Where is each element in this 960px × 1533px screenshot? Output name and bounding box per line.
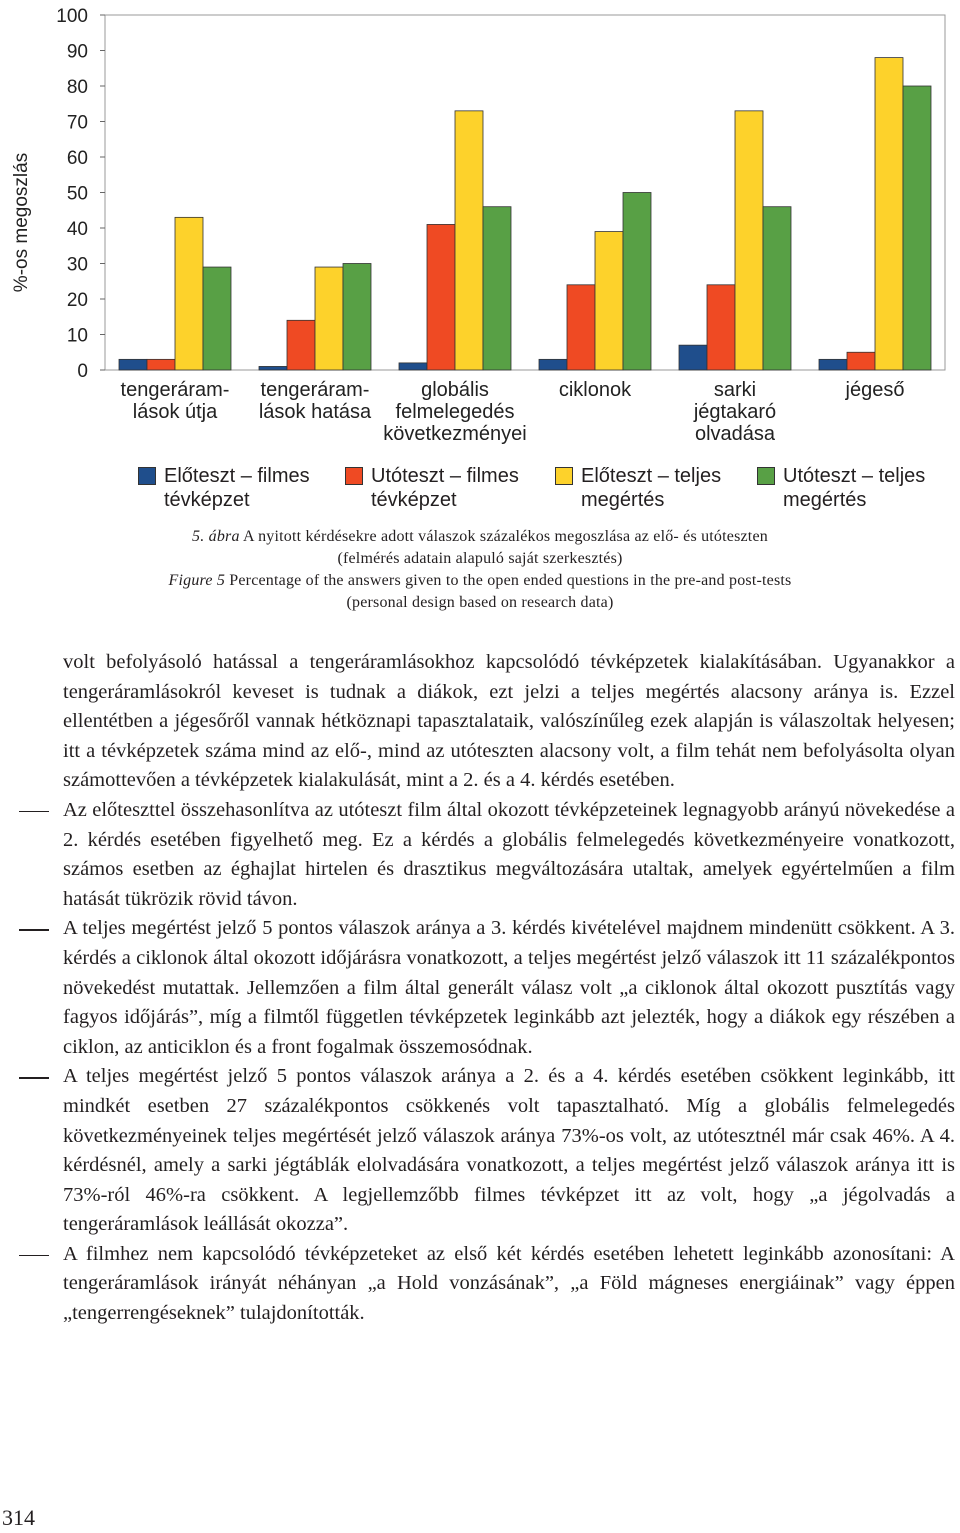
bar <box>259 366 287 370</box>
bullet-item <box>63 914 955 1062</box>
caption-hu-line1: A nyitott kérdésekre adott válaszok százalékos megoszlása az elő- és utóteszten <box>243 528 768 545</box>
body-text <box>63 648 955 1329</box>
x-tick-label: olvadása <box>694 423 776 445</box>
bar <box>147 359 175 370</box>
bullet-text: A filmhez nem kapcsolódó tévképzeteket az első két kérdés esetében lehetett leginkább azonosítani: A tengeráramlások irányát néhányan „a Hold vonzásának”, „a Föld mágneses energiáinak” vagy éppen „tengerrengéseknek” tulajdonították. <box>63 1242 955 1325</box>
y-axis-label: %-os megoszlás <box>11 152 32 293</box>
caption-en-line2: (personal design based on research data) <box>346 594 614 611</box>
x-tick-label: globális <box>421 379 489 401</box>
bar <box>343 264 371 371</box>
x-tick-label: következményei <box>383 423 527 445</box>
bar <box>735 111 763 370</box>
legend-swatch <box>345 467 363 485</box>
bar <box>623 193 651 371</box>
bullet-text: A teljes megértést jelző 5 pontos válaszok aránya a 3. kérdés kivételével majdnem mindenütt csökkent. A 3. kérdés a ciklonok által okozott időjárásra vonatkozott, a teljes megértést jelző válaszok itt 11 százalékpontos növekedést mutattak. Jellemzően a film által generált válasz volt „a ciklonok által okozott pusztítás vagy fagyos időjárás”, míg a filmtől független tévképzetek leginkább azt jelezték, hogy a diákok egy részében a ciklon, az anticiklon és a front fogalmak összemosódnak. <box>63 917 955 1058</box>
bar <box>679 345 707 370</box>
bar <box>707 285 735 370</box>
x-tick-label: jégtakaró <box>693 401 777 423</box>
legend-label: Előteszt – filmes tévképzet <box>164 465 310 511</box>
y-tick-label: 20 <box>66 290 88 311</box>
chart-legend <box>0 464 960 514</box>
figure-caption <box>0 526 960 614</box>
x-tick-label: jégeső <box>845 379 905 401</box>
legend-item <box>138 464 310 512</box>
x-tick-label: ciklonok <box>558 379 632 401</box>
y-tick-label: 40 <box>66 219 88 240</box>
bar <box>903 86 931 370</box>
x-tick-label: tengeráram- <box>260 379 370 401</box>
x-tick-label: tengeráram- <box>120 379 230 401</box>
bar <box>595 232 623 370</box>
y-tick-label: 50 <box>66 183 88 205</box>
y-tick-label: 80 <box>66 77 88 98</box>
x-tick-label: felmelegedés <box>395 401 515 423</box>
bar <box>567 285 595 370</box>
paragraph: volt befolyásoló hatással a tengeráramlásokhoz kapcsolódó tévképzetek kialakításában. Ugyanakkor a tengeráramlásokról keveset is tudnak a diákok, ezt jelzi a teljes megértés alacsony aránya is. Ezzel ellentétben a jégesőről vannak hétköznapi tapasztalataik, valószínűleg ezek alapján is válaszoltak helyesen; itt a tévképzetek száma mind az elő-, mind az utóteszten alacsony volt, a film tehát nem befolyásolta olyan számottevően a tévképzetek kialakulását, mint a 2. és a 4. kérdés esetében. <box>63 651 955 792</box>
legend-item <box>757 464 925 512</box>
x-tick-label: lások útja <box>132 401 218 423</box>
bar <box>847 352 875 370</box>
caption-en-label: Figure 5 <box>168 572 226 589</box>
y-tick-label: 90 <box>66 41 88 63</box>
bar <box>175 217 203 370</box>
legend-swatch <box>138 467 156 485</box>
y-tick-label: 30 <box>66 254 88 276</box>
bar <box>819 359 847 370</box>
bar <box>539 359 567 370</box>
x-tick-label: lások hatása <box>258 401 372 423</box>
legend-label: Utóteszt – filmes tévképzet <box>371 465 519 511</box>
y-tick-label: 60 <box>66 148 88 169</box>
legend-label: Előteszt – teljes megértés <box>581 465 722 511</box>
bar <box>203 267 231 370</box>
bullet-text: Az előteszttel összehasonlítva az utóteszt film által okozott tévképzeteinek legnagyobb arányú növekedése a 2. kérdés esetében figyelhető meg. Ez a kérdés a globális felmelegedés következményeire vonatkozott, számos esetben az éghajlat hirtelen és drasztikus megváltozására utaltak, amelyek egyértelműen a film hatását tükrözik rövid távon. <box>63 798 955 910</box>
legend-item <box>555 464 721 512</box>
bar <box>875 58 903 370</box>
bar <box>399 363 427 370</box>
y-tick-label: 100 <box>56 6 88 27</box>
legend-item <box>345 464 519 512</box>
bar <box>483 207 511 370</box>
caption-en-line1: Percentage of the answers given to the open ended questions in the pre-and post-tests <box>229 572 792 589</box>
bullet-text: A teljes megértést jelző 5 pontos válaszok aránya a 2. és a 4. kérdés esetében csökkent leginkább, itt mindkét esetben 27 százalékpontos csökkenés volt tapasztalható. Míg a globális felmelegedés következményeinek teljes megértését jelző válaszok aránya 73%-os volt, az utótesztnél már csak 46%. A 4. kérdésnél, amely a sarki jégtáblák elolvadására vonatkozott, a teljes megértést jelző válaszok aránya itt is 73%-ról 46%-ra csökkent. A legjellemzőbb filmes tévképzet itt az volt, hogy „a jégolvadás a tengeráramlások leállását okozza”. <box>63 1065 955 1236</box>
caption-hu-label: 5. ábra <box>192 528 240 545</box>
page-number: 314 <box>2 1505 35 1530</box>
bullet-item <box>63 1062 955 1240</box>
bar <box>315 267 343 370</box>
bar <box>455 111 483 370</box>
bullet-item <box>63 796 955 914</box>
y-tick-label: 10 <box>66 325 88 347</box>
y-tick-label: 0 <box>77 361 88 382</box>
bar <box>119 359 147 370</box>
legend-swatch <box>555 467 573 485</box>
caption-hu-line2: (felmérés adatain alapuló saját szerkesztés) <box>337 550 623 567</box>
legend-swatch <box>757 467 775 485</box>
bar <box>763 207 791 370</box>
bar-chart <box>0 0 960 460</box>
bullet-item <box>63 1240 955 1329</box>
bar <box>287 320 315 370</box>
bar <box>427 224 455 370</box>
y-tick-label: 70 <box>66 112 88 134</box>
x-tick-label: sarki <box>713 379 757 401</box>
legend-label: Utóteszt – teljes megértés <box>783 465 926 511</box>
